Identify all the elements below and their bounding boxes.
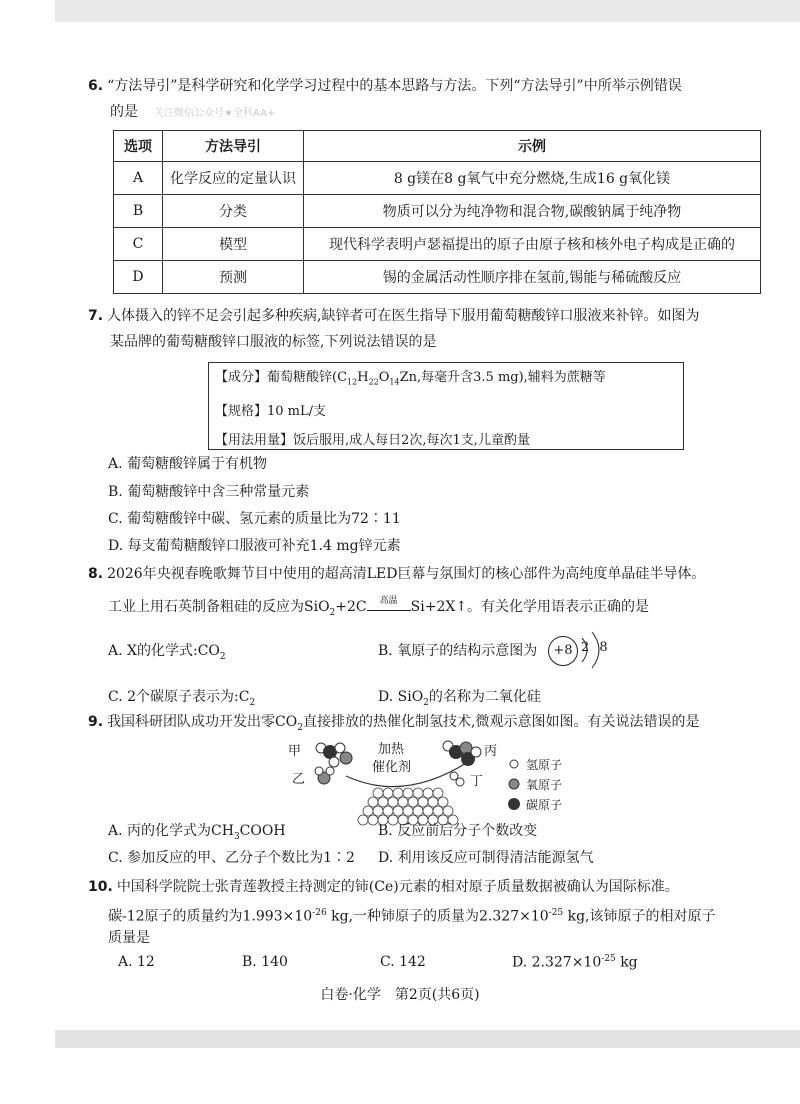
legend-hydrogen: 氢原子 (526, 758, 563, 772)
option-b: B. 140 (242, 954, 288, 970)
table-row (114, 162, 761, 195)
table-header-cell: 示例 (304, 131, 761, 162)
method-table (113, 130, 761, 294)
option-a: A. X的化学式$:CO_2$ (108, 643, 226, 662)
table-cell: 化学反应的定量认识 (163, 162, 304, 195)
molecule-bing (443, 741, 481, 766)
label-jia: 甲 (288, 744, 302, 759)
option-c: C. 葡萄糖酸锌中碳、氢元素的质量比为72∶11 (108, 511, 401, 527)
option-d: D. $2.327\times 10^{-25}$ kg (512, 954, 638, 971)
question-number: 8. (88, 566, 104, 582)
table-header-cell: 方法导引 (163, 131, 304, 162)
question-number: 7. (88, 308, 104, 324)
table-header-cell: 选项 (114, 131, 163, 162)
option-d: D. SiO$_2$的名称为二氧化硅 (378, 689, 541, 708)
table-row (114, 228, 761, 261)
label-ingredients: 【成分】葡萄糖酸锌($C_{12}H_{22}O_{14}Zn$,每毫升含3.5 mg),辅料为蔗糖等 (215, 370, 606, 387)
question-number: 9. (88, 714, 104, 730)
question-text: 某品牌的葡萄糖酸锌口服液的标签,下列说法错误的是 (110, 334, 437, 350)
question-10-line2: 碳-12原子的质量约为$1.993\times 10^{-26}$ kg,一种铈原子的质量为$2.327\times 10^{-25}$ kg,该铈原子的相对原子 (108, 908, 716, 925)
table-cell: 锡的金属活动性顺序排在氢前,锡能与稀硫酸反应 (304, 261, 761, 294)
table-cell: A (114, 162, 163, 195)
legend-oxygen-icon (509, 779, 519, 789)
molecule-ding (450, 772, 464, 786)
label-bing: 丙 (484, 744, 498, 759)
table-header-row (114, 131, 761, 162)
table-cell: 模型 (163, 228, 304, 261)
nucleus: +8 (548, 636, 578, 666)
question-number: 10. (88, 879, 113, 895)
table-cell: C (114, 228, 163, 261)
condition-heat: 加热 (378, 742, 405, 757)
question-8 (88, 561, 768, 587)
reaction-diagram (288, 734, 608, 828)
molecule-yi (315, 767, 334, 784)
table-cell: 分类 (163, 195, 304, 228)
option-c: C. 2个碳原子表示为$:C_2$ (108, 689, 256, 708)
question-number: 6. (88, 78, 104, 94)
question-9: 9. 我国科研团队成功开发出零$CO_2$直接排放的热催化制氢技术,微观示意图如图。有关说法错误的是 (88, 714, 700, 733)
option-a: A. 12 (118, 954, 155, 970)
watermark: 关注微信公众号★全科AA+ (154, 108, 276, 119)
question-text: 人体摄入的锌不足会引起多种疾病,缺锌者可在医生指导下服用葡萄糖酸锌口服液来补锌。如图为 (107, 308, 700, 324)
legend-carbon: 碳原子 (526, 798, 563, 812)
table-cell: 8 g镁在8 g氧气中充分燃烧,生成16 g氧化镁 (304, 162, 761, 195)
question-text: 质量是 (108, 930, 150, 946)
table-row (114, 195, 761, 228)
legend-hydrogen-icon (510, 760, 518, 768)
question-8-equation: 工业上用石英制备粗硅的反应为SiO$_2$+2C 高温 Si+2X↑。有关化学用语表示正确的是 (108, 596, 650, 618)
reaction-condition: 高温 (367, 600, 411, 611)
option-c: C. 142 (380, 954, 426, 970)
question-text: 中国科学院院士张青莲教授主持测定的铈(Ce)元素的相对原子质量数据被确认为国际标准。 (116, 879, 679, 895)
product-label (208, 362, 684, 450)
label-yi: 乙 (292, 772, 306, 787)
legend-carbon-icon (508, 798, 520, 810)
label-usage: 【用法用量】饭后服用,成人每日2次,每次1支,儿童酌量 (215, 432, 530, 448)
table-cell: 现代科学表明卢瑟福提出的原子由原子核和核外电子构成是正确的 (304, 228, 761, 261)
option-d: D. 利用该反应可制得清洁能源氢气 (378, 850, 594, 866)
question-text: “方法导引”是科学研究和化学学习过程中的基本思路与方法。下列“方法导引”中所举示例错误 (107, 78, 682, 94)
table-cell: 物质可以分为纯净物和混合物,碳酸钠属于纯净物 (304, 195, 761, 228)
option-a: A. 丙的化学式为$CH_3COOH$ (108, 823, 286, 842)
question-10 (88, 874, 768, 900)
page-footer: 白卷·化学 第2页(共6页) (320, 987, 480, 1003)
table-cell: 预测 (163, 261, 304, 294)
molecule-jia (316, 743, 352, 767)
condition-catalyst: 催化剂 (372, 760, 412, 775)
option-d: D. 每支葡萄糖酸锌口服液可补充1.4 mg锌元素 (108, 538, 401, 554)
option-b: B. 反应前后分子个数改变 (378, 823, 538, 839)
oxygen-atom-diagram (548, 630, 628, 670)
question-text: 的是 (110, 104, 138, 120)
legend-oxygen: 氧原子 (526, 778, 563, 792)
question-7 (88, 303, 768, 355)
table-row (114, 261, 761, 294)
option-b: B. 葡萄糖酸锌中含三种常量元素 (108, 484, 310, 500)
option-b: B. 氧原子的结构示意图为 (378, 643, 538, 659)
table-cell: B (114, 195, 163, 228)
question-6 (88, 73, 768, 127)
option-a: A. 葡萄糖酸锌属于有机物 (108, 456, 268, 472)
table-cell: D (114, 261, 163, 294)
label-ding: 丁 (470, 774, 484, 789)
option-c: C. 参加反应的甲、乙分子个数比为1∶2 (108, 850, 355, 866)
label-spec: 【规格】10 mL/支 (215, 403, 327, 419)
question-text: 2026年央视春晚歌舞节目中使用的超高清LED巨幕与氛围灯的核心部件为高纯度单晶硅半导体。 (107, 566, 706, 582)
shell-electrons: 2 8 (581, 640, 611, 655)
